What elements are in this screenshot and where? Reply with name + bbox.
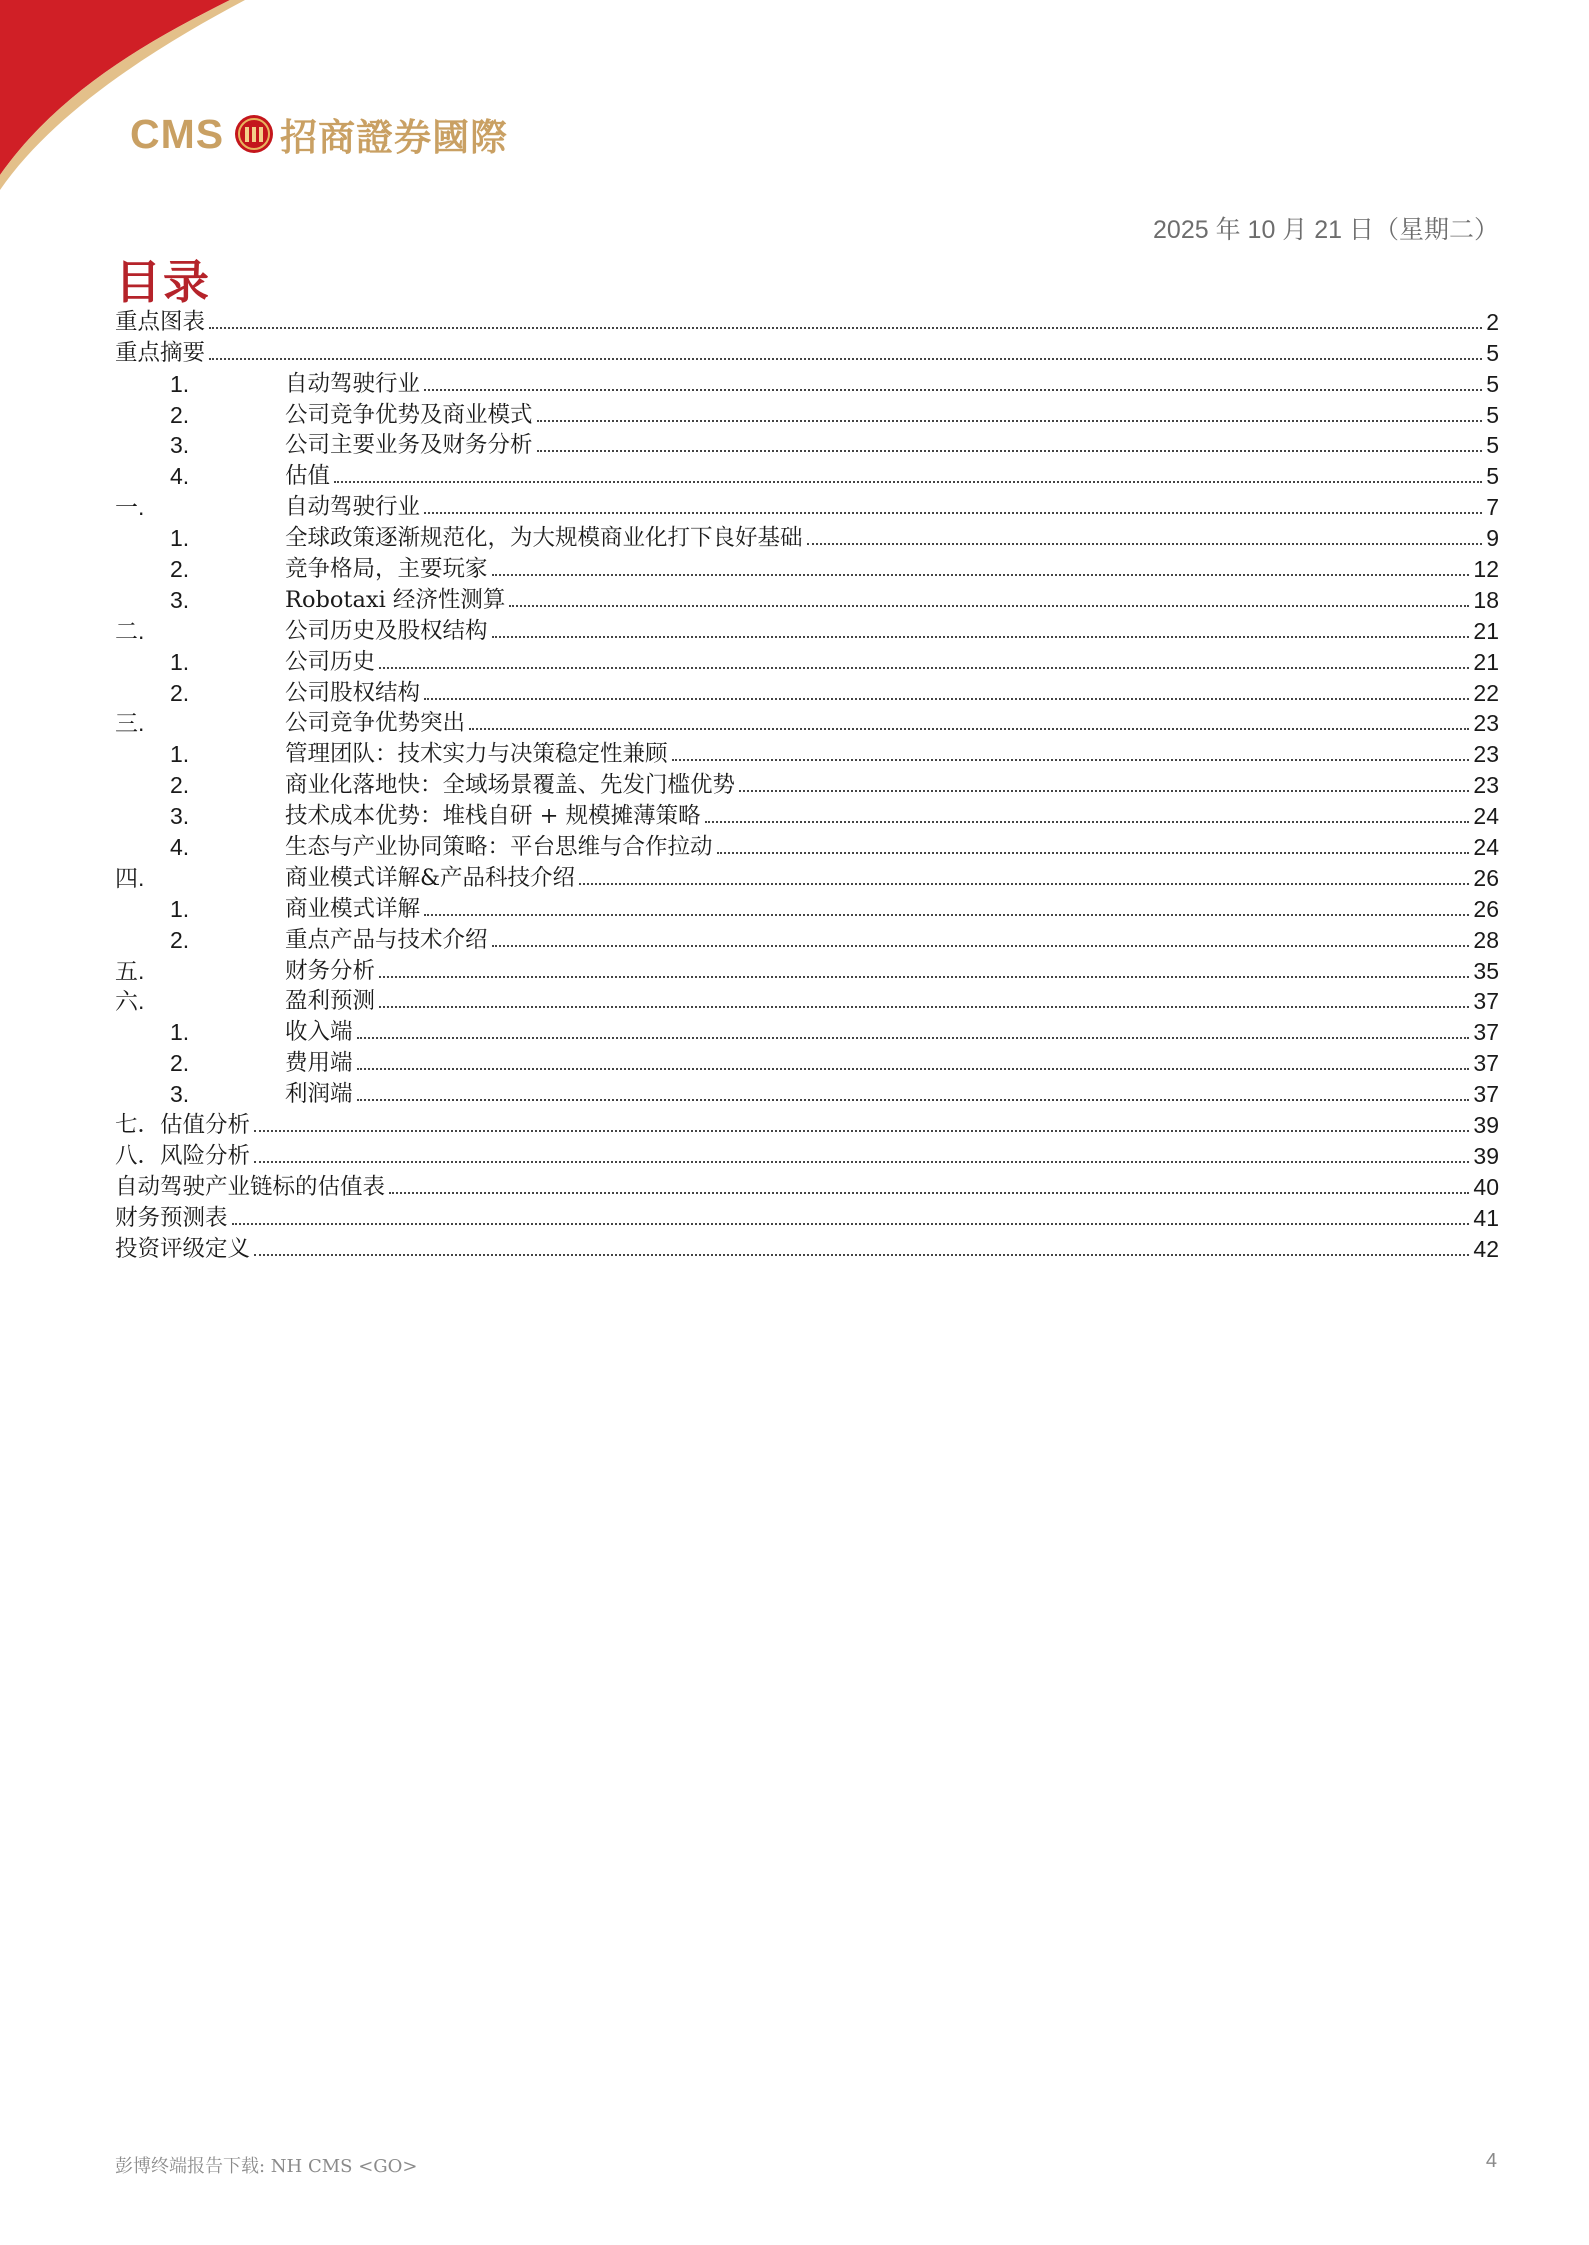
toc-leader-dots	[254, 1130, 1469, 1132]
toc-entry-page: 9	[1486, 525, 1499, 552]
toc-entry-number: 1.	[170, 648, 190, 675]
toc-entry-page: 24	[1473, 803, 1499, 830]
toc-entry-page: 18	[1473, 586, 1499, 613]
toc-entry[interactable]	[115, 798, 1499, 829]
toc-entry[interactable]	[115, 706, 1499, 737]
toc-entry-label: 竞争格局，主要玩家	[285, 556, 488, 583]
toc-entry-number: 2.	[170, 556, 190, 583]
toc-entry[interactable]	[115, 1014, 1499, 1045]
toc-entry-number: 二.	[115, 617, 145, 644]
toc-entry-label: 重点图表	[115, 308, 206, 335]
toc-leader-dots	[254, 1161, 1469, 1163]
toc-leader-dots	[717, 852, 1470, 854]
toc-entry-page: 26	[1473, 864, 1499, 891]
toc-entry-page: 12	[1473, 556, 1499, 583]
toc-entry-label: 生态与产业协同策略：平台思维与合作拉动	[285, 834, 713, 861]
toc-leader-dots	[424, 512, 1482, 514]
toc-entry-label: 收入端	[285, 1019, 353, 1046]
toc-entry-page: 35	[1473, 957, 1499, 984]
toc-entry-label: 公司历史及股权结构	[285, 617, 488, 644]
toc-entry-label: 财务预测表	[115, 1204, 228, 1231]
toc-entry-label: 利润端	[285, 1081, 353, 1108]
toc-entry[interactable]	[115, 613, 1499, 644]
toc-entry-page: 23	[1473, 741, 1499, 768]
toc-entry[interactable]	[115, 891, 1499, 922]
toc-entry[interactable]	[115, 1231, 1499, 1262]
toc-leader-dots	[705, 821, 1470, 823]
toc-entry[interactable]	[115, 397, 1499, 428]
toc-entry[interactable]	[115, 922, 1499, 953]
toc-entry-page: 22	[1473, 679, 1499, 706]
toc-entry-page: 5	[1486, 370, 1499, 397]
toc-entry-page: 40	[1473, 1173, 1499, 1200]
toc-entry-number: 2.	[170, 926, 190, 953]
toc-leader-dots	[357, 1037, 1470, 1039]
toc-entry[interactable]	[115, 489, 1499, 520]
toc-entry-number: 1.	[170, 895, 190, 922]
toc-entry-label: 财务分析	[285, 957, 376, 984]
toc-leader-dots	[672, 759, 1470, 761]
logo-latin-text: CMS	[130, 110, 225, 157]
toc-entry-number: 2.	[170, 1050, 190, 1077]
toc-entry[interactable]	[115, 520, 1499, 551]
toc-leader-dots	[424, 698, 1469, 700]
toc-leader-dots	[537, 450, 1483, 452]
toc-entry-number: 1.	[170, 741, 190, 768]
toc-entry[interactable]	[115, 582, 1499, 613]
toc-entry-number: 三.	[115, 710, 145, 737]
toc-entry-page: 5	[1486, 401, 1499, 428]
toc-entry-label: 公司主要业务及财务分析	[285, 432, 533, 459]
footer-page-number: 4	[1485, 2150, 1497, 2172]
toc-entry[interactable]	[115, 675, 1499, 706]
toc-entry-number: 4.	[170, 834, 190, 861]
toc-entry-label: Robotaxi 经济性测算	[285, 586, 506, 613]
toc-entry-label: 自动驾驶行业	[285, 494, 421, 521]
toc-entry-label: 公司历史	[285, 648, 376, 675]
toc-entry-page: 41	[1473, 1204, 1499, 1231]
toc-entry-label: 技术成本优势：堆栈自研 + 规模摊薄策略	[285, 803, 701, 830]
toc-entry[interactable]	[115, 428, 1499, 459]
toc-entry-label: 估值	[285, 463, 331, 490]
toc-entry-label: 公司股权结构	[285, 679, 421, 706]
toc-entry[interactable]	[115, 767, 1499, 798]
toc-leader-dots	[209, 358, 1482, 360]
toc-entry[interactable]	[115, 829, 1499, 860]
toc-entry-page: 21	[1473, 617, 1499, 644]
toc-entry-label: 七．估值分析	[115, 1112, 251, 1139]
logo-chinese-text: 招商證券國際	[280, 115, 509, 159]
toc-leader-dots	[254, 1254, 1469, 1256]
corner-decoration	[0, 0, 260, 200]
toc-leader-dots	[492, 945, 1470, 947]
toc-entry-number: 六.	[115, 988, 145, 1015]
toc-entry-page: 5	[1486, 339, 1499, 366]
toc-entry-page: 5	[1486, 432, 1499, 459]
toc-entry-page: 24	[1473, 834, 1499, 861]
toc-entry-page: 39	[1473, 1112, 1499, 1139]
toc-entry-page: 21	[1473, 648, 1499, 675]
toc-entry-page: 37	[1473, 1019, 1499, 1046]
toc-leader-dots	[424, 389, 1482, 391]
toc-entry-label: 重点产品与技术介绍	[285, 926, 488, 953]
toc-entry-page: 39	[1473, 1142, 1499, 1169]
toc-entry-label: 自动驾驶产业链标的估值表	[115, 1173, 386, 1200]
toc-entry-number: 四.	[115, 864, 145, 891]
toc-entry-label: 商业模式详解	[285, 895, 421, 922]
toc-entry-page: 37	[1473, 988, 1499, 1015]
toc-leader-dots	[424, 914, 1469, 916]
toc-entry-label: 商业化落地快：全域场景覆盖、先发门槛优势	[285, 772, 736, 799]
toc-entry-page: 23	[1473, 772, 1499, 799]
toc-entry-label: 管理团队：技术实力与决策稳定性兼顾	[285, 741, 668, 768]
toc-entry[interactable]	[115, 1107, 1499, 1138]
toc-entry-number: 1.	[170, 370, 190, 397]
toc-entry[interactable]	[115, 860, 1499, 891]
toc-entry-number: 4.	[170, 463, 190, 490]
logo-emblem-icon	[234, 114, 274, 154]
toc-entry-label: 重点摘要	[115, 339, 206, 366]
toc-entry[interactable]	[115, 551, 1499, 582]
toc-entry[interactable]	[115, 458, 1499, 489]
toc-leader-dots	[389, 1192, 1469, 1194]
toc-entry[interactable]	[115, 736, 1499, 767]
toc-entry[interactable]	[115, 984, 1499, 1015]
toc-entry-number: 3.	[170, 803, 190, 830]
toc-leader-dots	[537, 420, 1483, 422]
toc-entry-label: 商业模式详解&产品科技介绍	[285, 864, 576, 891]
toc-leader-dots	[492, 574, 1470, 576]
toc-entry-page: 37	[1473, 1081, 1499, 1108]
toc-entry-label: 公司竞争优势及商业模式	[285, 401, 533, 428]
toc-leader-dots	[509, 605, 1469, 607]
toc-entry-page: 37	[1473, 1050, 1499, 1077]
footer-source: 彭博终端报告下载: NH CMS <GO>	[115, 2156, 418, 2177]
toc-entry-label: 八．风险分析	[115, 1142, 251, 1169]
toc-title: 目录	[115, 255, 211, 309]
toc-leader-dots	[379, 667, 1469, 669]
report-date: 2025 年 10 月 21 日（星期二）	[1153, 216, 1499, 244]
toc-entry-label: 费用端	[285, 1050, 353, 1077]
toc-leader-dots	[492, 636, 1470, 638]
toc-leader-dots	[379, 1006, 1469, 1008]
toc-entry-page: 7	[1486, 494, 1499, 521]
toc-entry-number: 2.	[170, 772, 190, 799]
toc-leader-dots	[579, 883, 1469, 885]
toc-entry[interactable]	[115, 953, 1499, 984]
toc-leader-dots	[334, 481, 1482, 483]
toc-entry-number: 3.	[170, 432, 190, 459]
toc-leader-dots	[469, 728, 1469, 730]
toc-leader-dots	[357, 1099, 1470, 1101]
toc-entry[interactable]	[115, 1045, 1499, 1076]
company-logo	[130, 108, 508, 160]
toc-entry-label: 自动驾驶行业	[285, 370, 421, 397]
toc-leader-dots	[232, 1223, 1470, 1225]
toc-leader-dots	[209, 327, 1482, 329]
toc-entry-page: 23	[1473, 710, 1499, 737]
toc-entry-page: 26	[1473, 895, 1499, 922]
toc-entry[interactable]	[115, 644, 1499, 675]
toc-entry[interactable]	[115, 1138, 1499, 1169]
toc-entry[interactable]	[115, 1076, 1499, 1107]
toc-entry-number: 一.	[115, 494, 145, 521]
toc-entry-page: 2	[1486, 308, 1499, 335]
toc-leader-dots	[357, 1068, 1470, 1070]
toc-entry[interactable]	[115, 366, 1499, 397]
table-of-contents	[115, 304, 1499, 1262]
toc-entry-page: 5	[1486, 463, 1499, 490]
toc-entry-label: 盈利预测	[285, 988, 376, 1015]
toc-entry-number: 2.	[170, 401, 190, 428]
toc-entry-number: 五.	[115, 957, 145, 984]
toc-entry[interactable]	[115, 1200, 1499, 1231]
toc-entry-label: 公司竞争优势突出	[285, 710, 466, 737]
toc-entry-label: 投资评级定义	[115, 1235, 251, 1262]
toc-entry[interactable]	[115, 1169, 1499, 1200]
toc-entry[interactable]	[115, 335, 1499, 366]
toc-leader-dots	[739, 790, 1469, 792]
toc-entry-number: 2.	[170, 679, 190, 706]
toc-entry-number: 1.	[170, 525, 190, 552]
toc-leader-dots	[379, 976, 1469, 978]
toc-entry-page: 42	[1473, 1235, 1499, 1262]
toc-entry-page: 28	[1473, 926, 1499, 953]
toc-entry[interactable]	[115, 304, 1499, 335]
toc-leader-dots	[807, 543, 1483, 545]
toc-entry-number: 3.	[170, 586, 190, 613]
toc-entry-label: 全球政策逐渐规范化，为大规模商业化打下良好基础	[285, 525, 803, 552]
toc-entry-number: 3.	[170, 1081, 190, 1108]
toc-entry-number: 1.	[170, 1019, 190, 1046]
